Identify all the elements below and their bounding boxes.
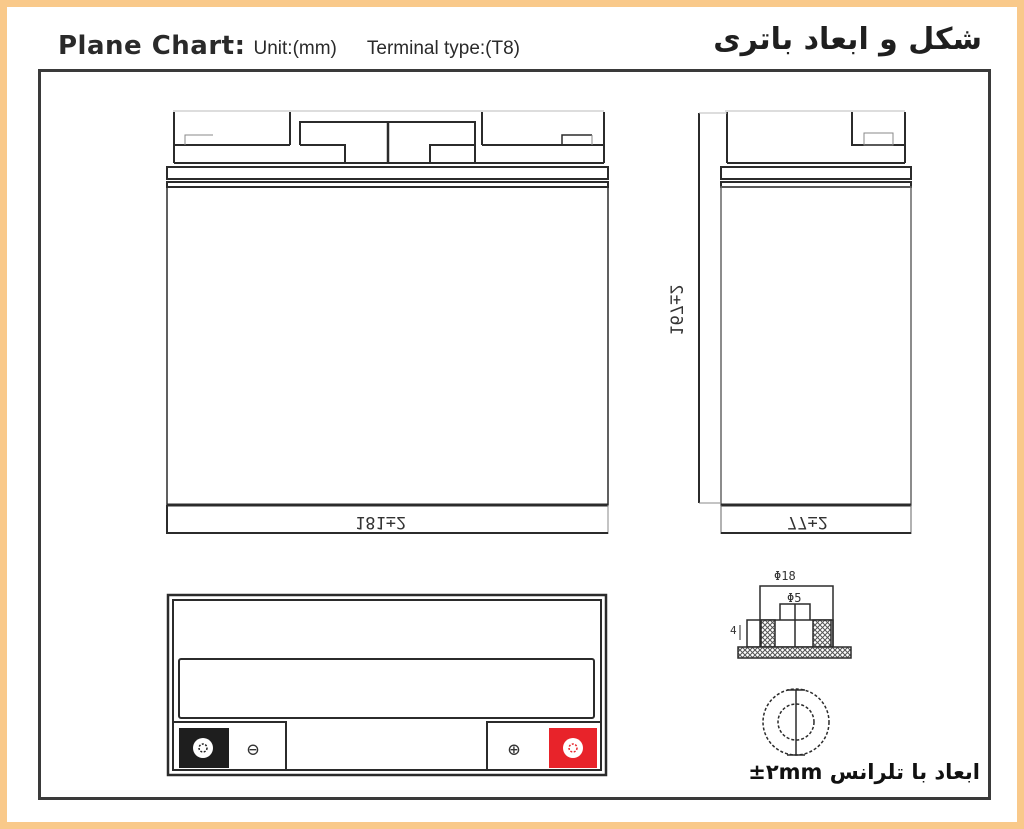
length-dimension-label: 181±2 (355, 512, 407, 532)
persian-title: شکل و ابعاد باتری (713, 22, 982, 57)
height-dimension-label: 167±2 (665, 284, 686, 336)
terminal-type-label: Terminal type:(T8) (366, 38, 520, 59)
unit-label: Unit:(mm) (253, 38, 337, 59)
negative-terminal-bolt-icon (193, 738, 213, 758)
tolerance-text: ابعاد با تلرانس (829, 760, 980, 784)
tolerance-value: ±۲mm (748, 760, 823, 784)
positive-terminal-bolt-icon (563, 738, 583, 758)
side-view (699, 111, 911, 534)
front-view (167, 111, 608, 534)
negative-symbol-icon: ⊖ (247, 737, 260, 761)
positive-symbol-icon: ⊕ (508, 737, 521, 761)
top-view (168, 595, 606, 775)
terminal-top-symbol (763, 689, 829, 755)
outer-diameter-label: Φ18 (774, 569, 796, 583)
tolerance-note (748, 760, 980, 784)
terminal-height-label: 4 (730, 624, 737, 637)
inner-diameter-label: Φ5 (787, 591, 802, 605)
page-title: Plane Chart: (58, 31, 246, 61)
width-dimension-label: 77±2 (787, 512, 828, 532)
